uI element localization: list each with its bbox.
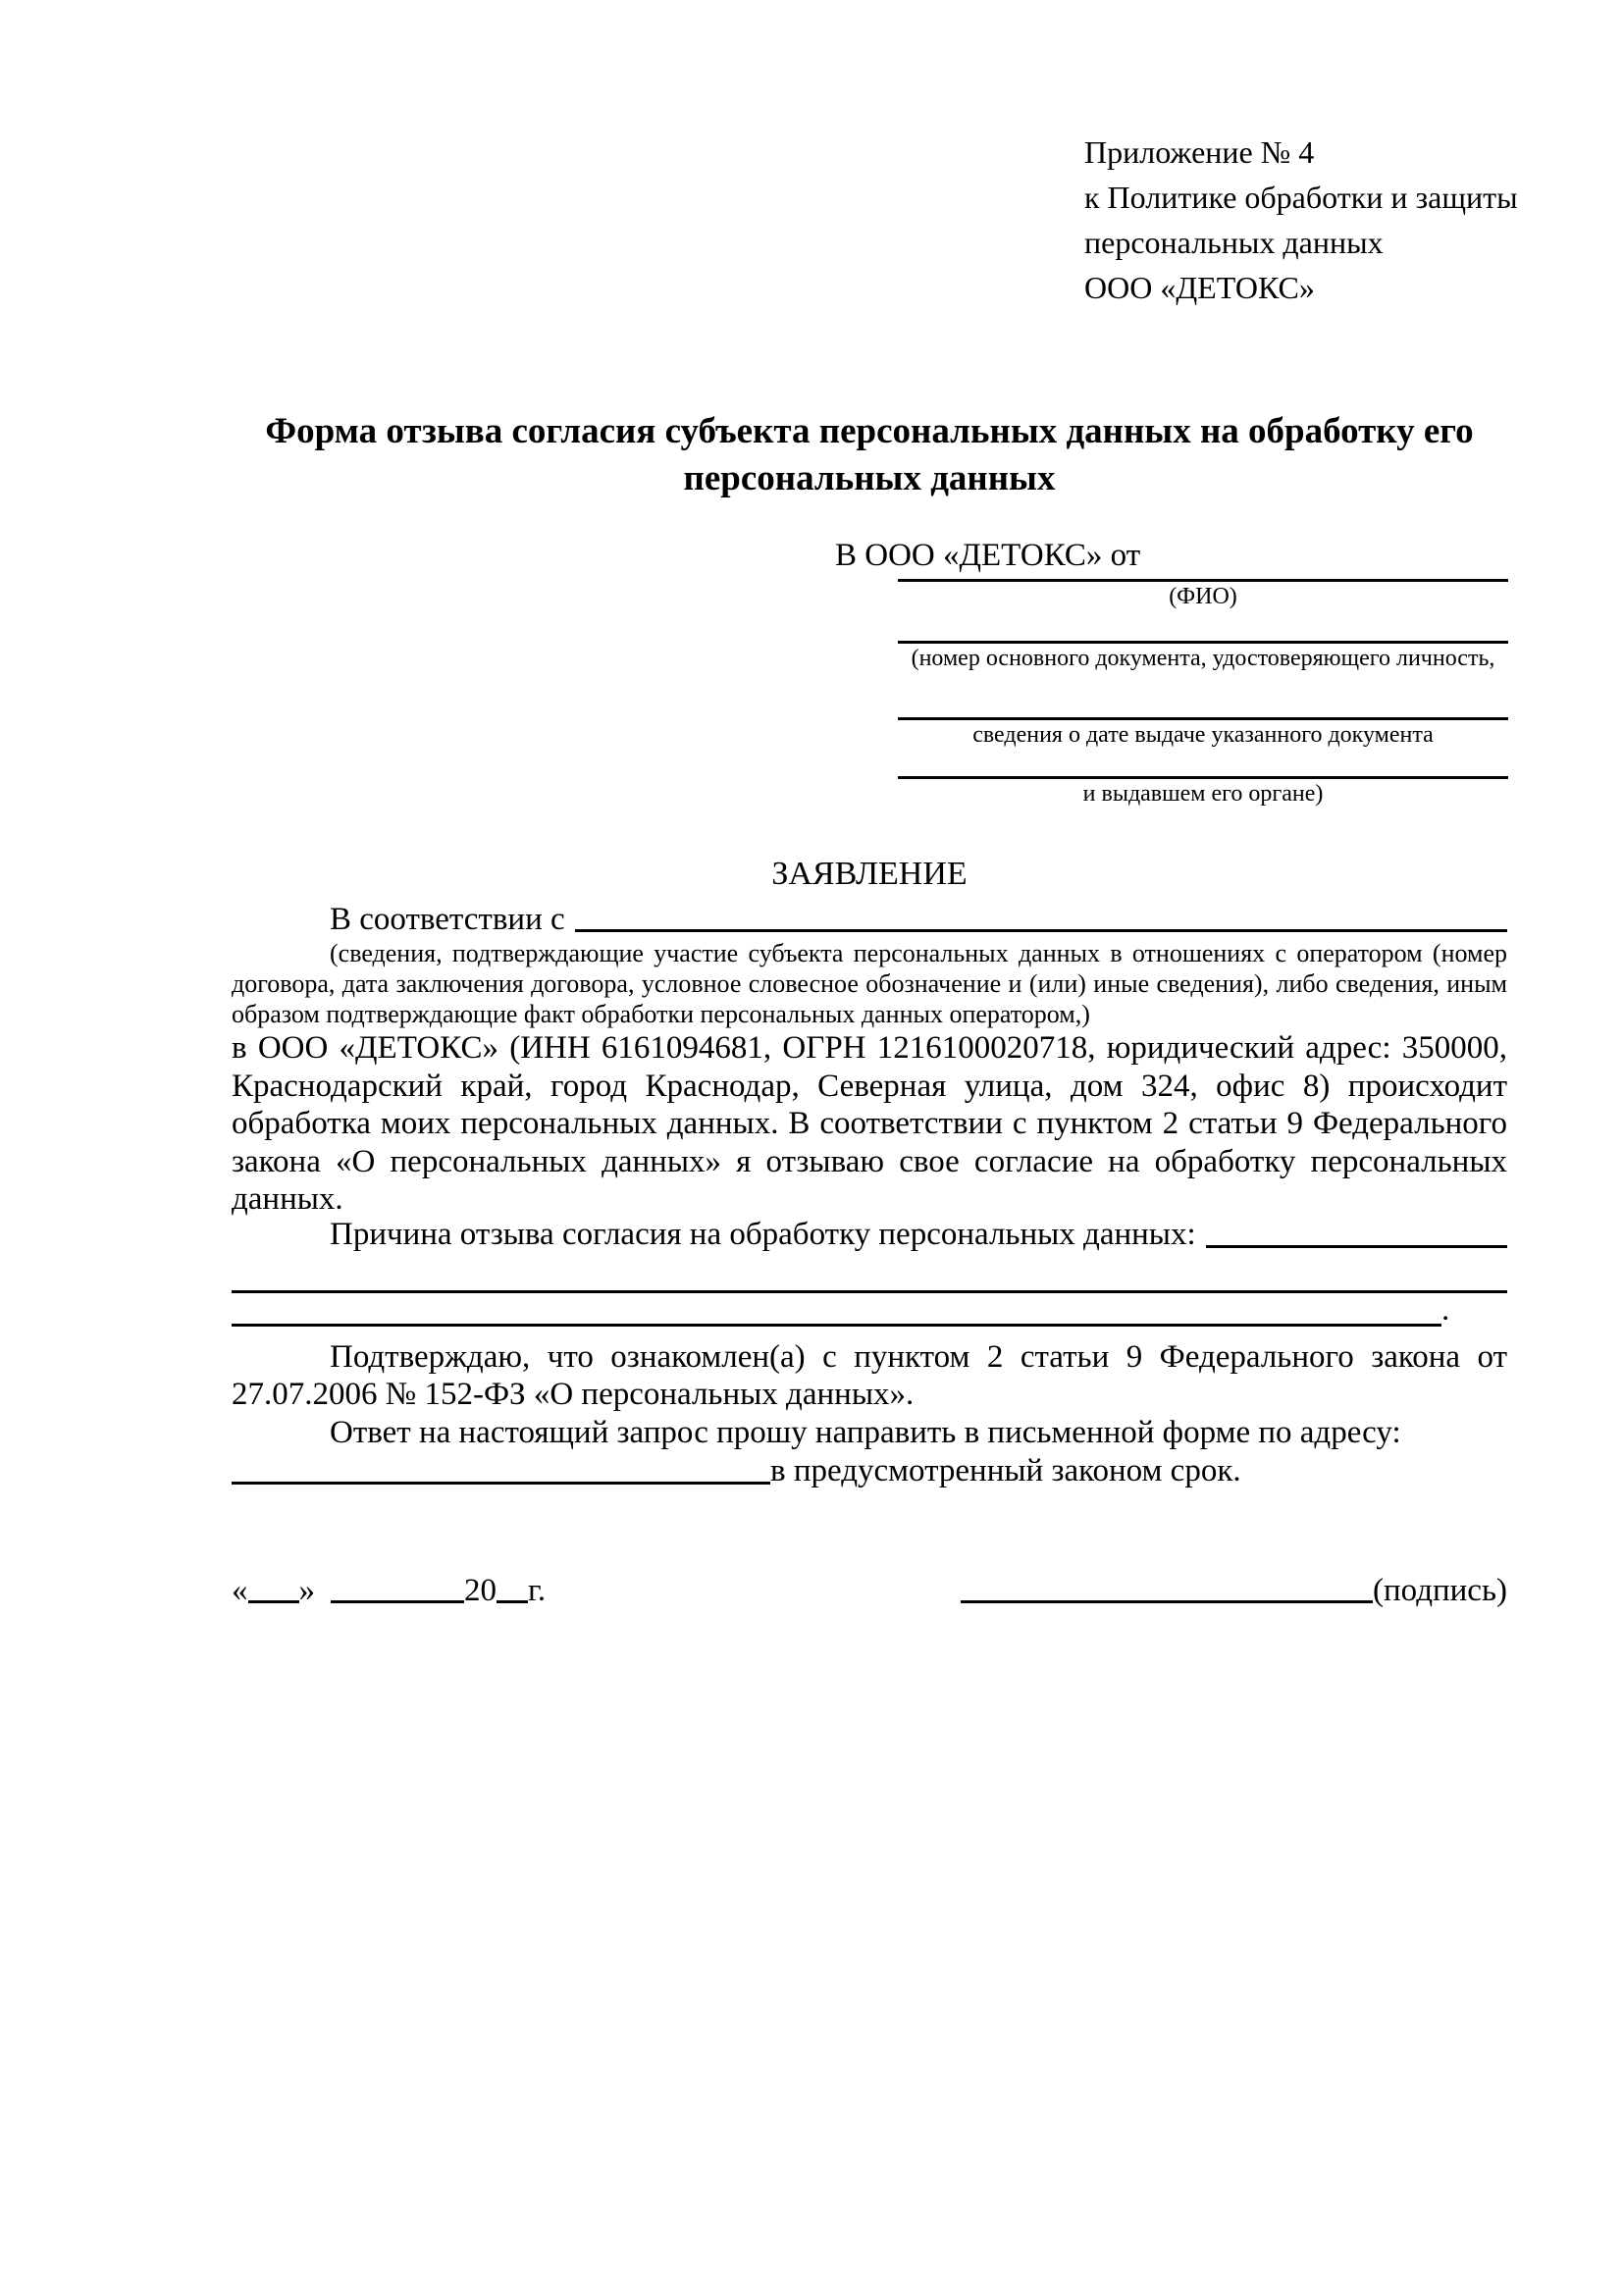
- field-issuing-authority-caption: и выдавшем его органе): [1082, 781, 1324, 807]
- blank-line-terminator: .: [1441, 1291, 1450, 1328]
- field-issue-date: [898, 717, 1508, 750]
- date-century: 20: [464, 1573, 497, 1608]
- fill-line-signature: [961, 1600, 1373, 1603]
- date-field: [232, 1571, 546, 1610]
- addressee-line: В ООО «ДЕТОКС» от: [835, 538, 1141, 573]
- date-close-quote: »: [298, 1573, 315, 1608]
- fill-line-year: [497, 1600, 528, 1603]
- blank-line-2: [232, 1293, 1507, 1327]
- signature-field: [961, 1571, 1507, 1610]
- signature-block: [232, 1571, 1507, 1610]
- blank-line-1: [232, 1260, 1507, 1293]
- fill-line-reason: [1206, 1245, 1507, 1248]
- field-fio: [898, 579, 1508, 611]
- appendix-header-line-3: персональных данных: [1084, 225, 1384, 260]
- field-issue-date-caption: сведения о дате выдаче указанного документа: [972, 722, 1434, 748]
- fill-line-month: [331, 1600, 464, 1603]
- field-fio-caption: (ФИО): [1169, 584, 1237, 609]
- reason-prefix: Причина отзыва согласия на обработку персональных данных:: [330, 1216, 1196, 1252]
- appendix-header-line-4: ООО «ДЕТОКС»: [1084, 270, 1315, 305]
- fill-line-day: [248, 1600, 299, 1603]
- document-title: Форма отзыва согласия субъекта персональных данных на обработку его персональных данных: [265, 411, 1474, 498]
- in-accordance-row: [232, 901, 1507, 938]
- appendix-header-line-1: Приложение № 4: [1084, 134, 1315, 170]
- footnote-text: (сведения, подтверждающие участие субъекта персональных данных в отношениях с оператором (номер договора, дата заключения договора, условное словесное обозначение и (или) иные сведения), либо сведения, иным образом подтверждающие факт обработки персональных данных оператором,): [232, 939, 1507, 1028]
- in-accordance-prefix: В соответствии с: [330, 902, 565, 937]
- date-open-quote: «: [232, 1573, 248, 1608]
- appendix-header: [1084, 0, 1518, 310]
- statement-heading: ЗАЯВЛЕНИЕ: [771, 856, 968, 892]
- fill-line-accordance: [575, 929, 1507, 932]
- statement-body: в ООО «ДЕТОКС» (ИНН 6161094681, ОГРН 1216100020718, юридический адрес: 350000, Краснодарский край, город Краснодар, Северная улица, дом 324, офис 8) происходит обработка моих персональных данных. В соответствии с пунктом 2 статьи 9 Федерального закона «О персональных данных» я отзываю свое согласие на обработку персональных данных.: [232, 1030, 1507, 1217]
- fill-line-reply-address: [232, 1482, 770, 1485]
- date-year-suffix: г.: [528, 1573, 547, 1608]
- reply-suffix: в предусмотренный законом срок.: [770, 1453, 1241, 1488]
- confirmation-paragraph: Подтверждаю, что ознакомлен(а) с пунктом 2 статьи 9 Федерального закона от 27.07.2006 № 152-ФЗ «О персональных данных».: [232, 1338, 1507, 1412]
- field-issuing-authority: [898, 776, 1508, 809]
- signature-caption: (подпись): [1373, 1573, 1507, 1608]
- appendix-header-line-2: к Политике обработки и защиты: [1084, 180, 1518, 215]
- reply-request-paragraph: Ответ на настоящий запрос прошу направить в письменной форме по адресу:: [330, 1414, 1401, 1450]
- field-document-number: [898, 641, 1508, 673]
- field-document-number-caption: (номер основного документа, удостоверяющего личность,: [911, 646, 1495, 671]
- blank-line-2-rule: [232, 1293, 1441, 1327]
- reply-address-row: [232, 1451, 1507, 1490]
- reason-row: [232, 1215, 1507, 1254]
